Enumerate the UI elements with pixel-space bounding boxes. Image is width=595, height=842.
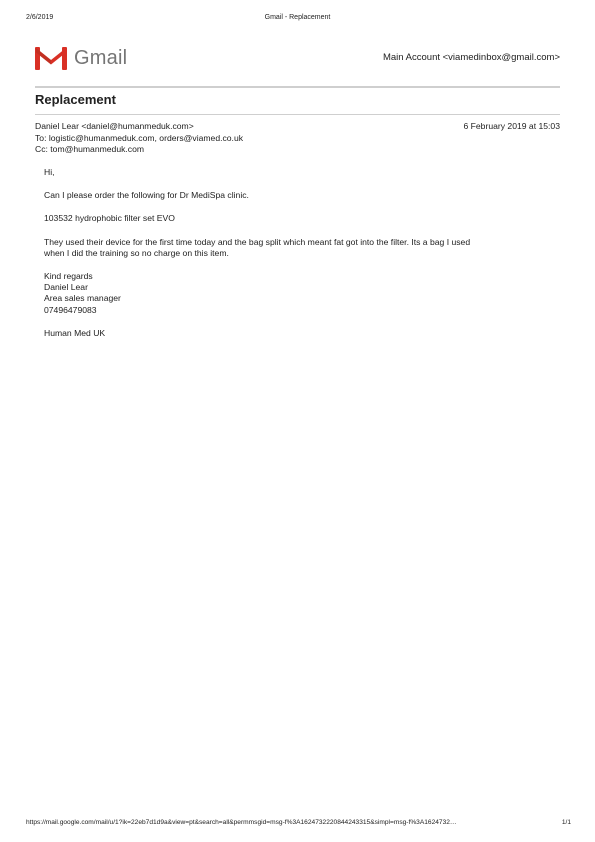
explanation-line: when I did the training so no charge on this item.: [44, 247, 229, 258]
email-body: [44, 167, 544, 351]
gmail-envelope-icon: [35, 47, 67, 70]
signature-position: Area sales manager: [44, 293, 121, 304]
print-footer: [26, 819, 571, 829]
print-date: 2/6/2019: [26, 14, 54, 21]
gmail-wordmark: Gmail: [74, 46, 128, 69]
subject-divider: [35, 114, 560, 115]
print-title: Gmail - Replacement: [264, 14, 331, 21]
signoff: Kind regards: [44, 271, 93, 282]
signature-name: Daniel Lear: [44, 282, 88, 293]
request-line: Can I please order the following for Dr MediSpa clinic.: [44, 190, 249, 201]
sender: Daniel Lear <daniel@humanmeduk.com>: [35, 121, 194, 131]
print-header: [0, 14, 595, 26]
page-number: 1/1: [561, 819, 571, 826]
explanation-paragraph: [44, 237, 544, 259]
to-recipients: To: logistic@humanmeduk.com, orders@viamed.co.uk: [35, 132, 244, 143]
email-subject: Replacement: [35, 92, 116, 107]
item-line: 103532 hydrophobic filter set EVO: [44, 213, 175, 224]
account-label: Main Account <viamedinbox@gmail.com>: [382, 52, 560, 63]
header-divider: [35, 86, 560, 88]
sender-row: [35, 121, 560, 133]
signature: [44, 271, 544, 316]
company-name: Human Med UK: [44, 327, 106, 338]
greeting: Hi,: [44, 167, 55, 177]
signature-phone: 07496479083: [44, 304, 97, 315]
email-meta: [35, 121, 560, 156]
footer-url: https://mail.google.com/mail/u/1?ik=22eb7d1d9a&view=pt&search=all&permmsgid=msg-f%3A1624732220844243315&simpl=msg-f%3A1624732…: [26, 819, 457, 826]
cc-recipients: Cc: tom@humanmeduk.com: [35, 144, 145, 154]
gmail-logo: [35, 46, 127, 70]
sent-date: 6 February 2019 at 15:03: [463, 121, 560, 131]
explanation-line: They used their device for the first time today and the bag split which meant fat got into the filter. Its a bag I used: [44, 236, 471, 247]
